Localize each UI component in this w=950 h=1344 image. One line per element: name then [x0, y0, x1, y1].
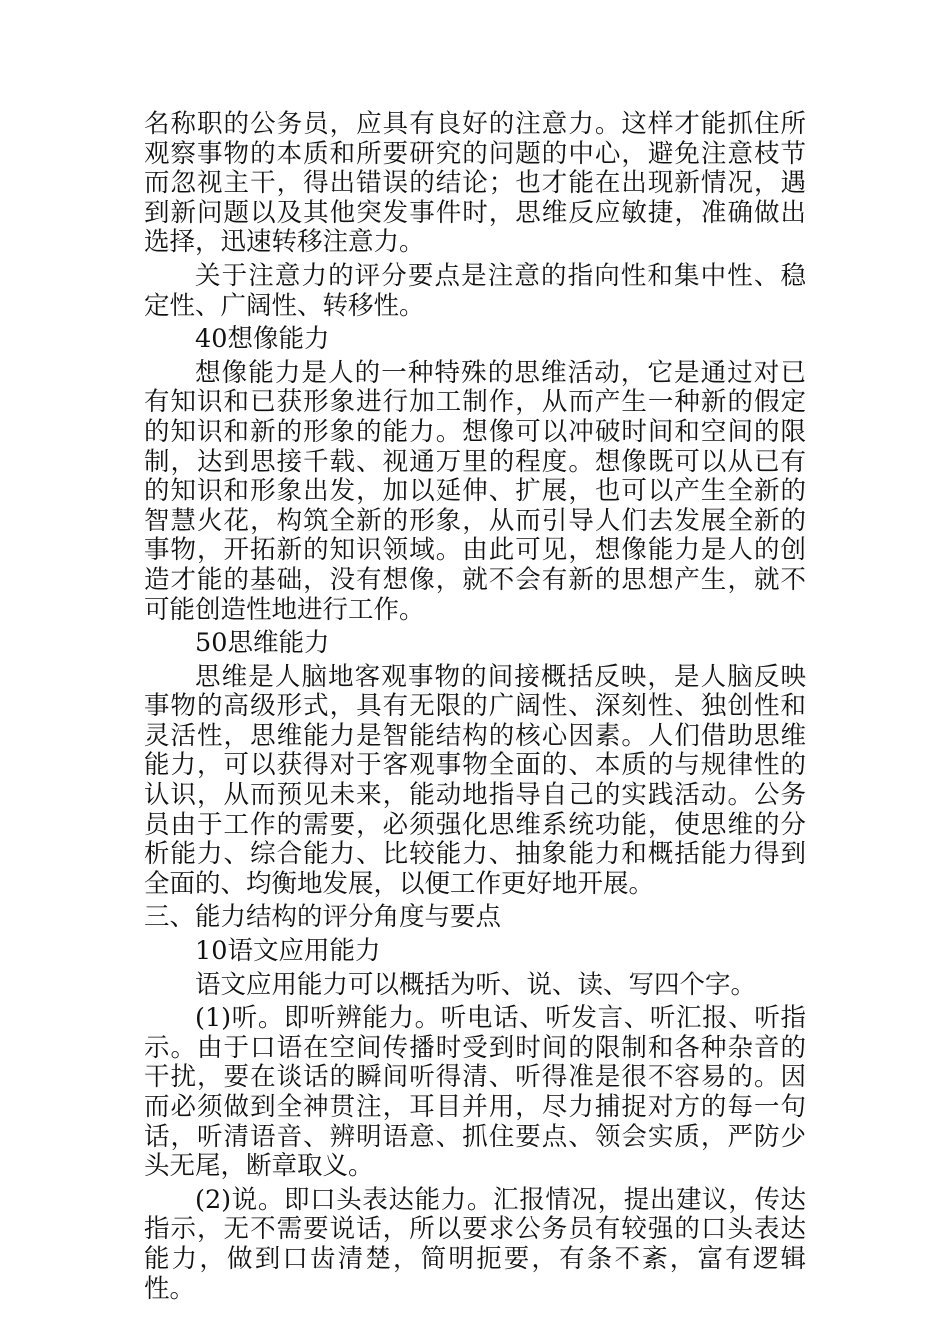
paragraph-imagination: 想像能力是人的一种特殊的思维活动，它是通过对已有知识和已获形象进行加工制作，从而产生一种新的假定的知识和新的形象的能力。想像可以冲破时间和空间的限制，达到思接千载、视通万里的程度。想像既可以从已有的知识和形象出发，加以延伸、扩展，也可以产生全新的智慧火花，构筑全新的形象，从而引导人们去发展全新的事物，开拓新的知识领域。由此可见，想像能力是人的创造才能的基础，没有想像，就不会有新的思想产生，就不可能创造性地进行工作。 — [144, 357, 806, 625]
document-page — [144, 110, 806, 1308]
paragraph-language-summary: 语文应用能力可以概括为听、说、读、写四个字。 — [195, 969, 757, 1000]
heading-language-ability: 10语文应用能力 — [195, 936, 381, 967]
heading-imagination: 40想像能力 — [195, 324, 330, 355]
paragraph-listening: (1)听。即听辨能力。听电话、听发言、听汇报、听指示。由于口语在空间传播时受到时间的限制和各种杂音的干扰，要在谈话的瞬间听得清、听得准是很不容易的。因而必须做到全神贯注，耳目并用，尽力捕捉对方的每一句话，听清语音、辨明语意、抓住要点、领会实质，严防少头无尾，断章取义。 — [144, 1003, 806, 1182]
paragraph-attention-scoring: 关于注意力的评分要点是注意的指向性和集中性、稳定性、广阔性、转移性。 — [144, 260, 806, 321]
paragraph-attention-continued: 名称职的公务员，应具有良好的注意力。这样才能抓住所观察事物的本质和所要研究的问题的中心，避免注意枝节而忽视主干，得出错误的结论；也才能在出现新情况，遇到新问题以及其他突发事件时，思维反应敏捷，准确做出选择，迅速转移注意力。 — [144, 109, 806, 258]
paragraph-thinking: 思维是人脑地客观事物的间接概括反映，是人脑反映事物的高级形式，具有无限的广阔性、深刻性、独创性和灵活性，思维能力是智能结构的核心因素。人们借助思维能力，可以获得对于客观事物全面的、本质的与规律性的认识，从而预见未来，能动地指导自己的实践活动。公务员由于工作的需要，必须强化思维系统功能，使思维的分析能力、综合能力、比较能力、抽象能力和概括能力得到全面的、均衡地发展，以便工作更好地开展。 — [144, 661, 806, 899]
paragraph-speaking: (2)说。即口头表达能力。汇报情况，提出建议，传达指示，无不需要说话，所以要求公务员有较强的口头表达能力，做到口齿清楚，简明扼要，有条不紊，富有逻辑性。 — [144, 1184, 806, 1304]
section-title-ability-structure: 三、能力结构的评分角度与要点 — [144, 902, 502, 933]
heading-thinking: 50思维能力 — [195, 628, 330, 659]
